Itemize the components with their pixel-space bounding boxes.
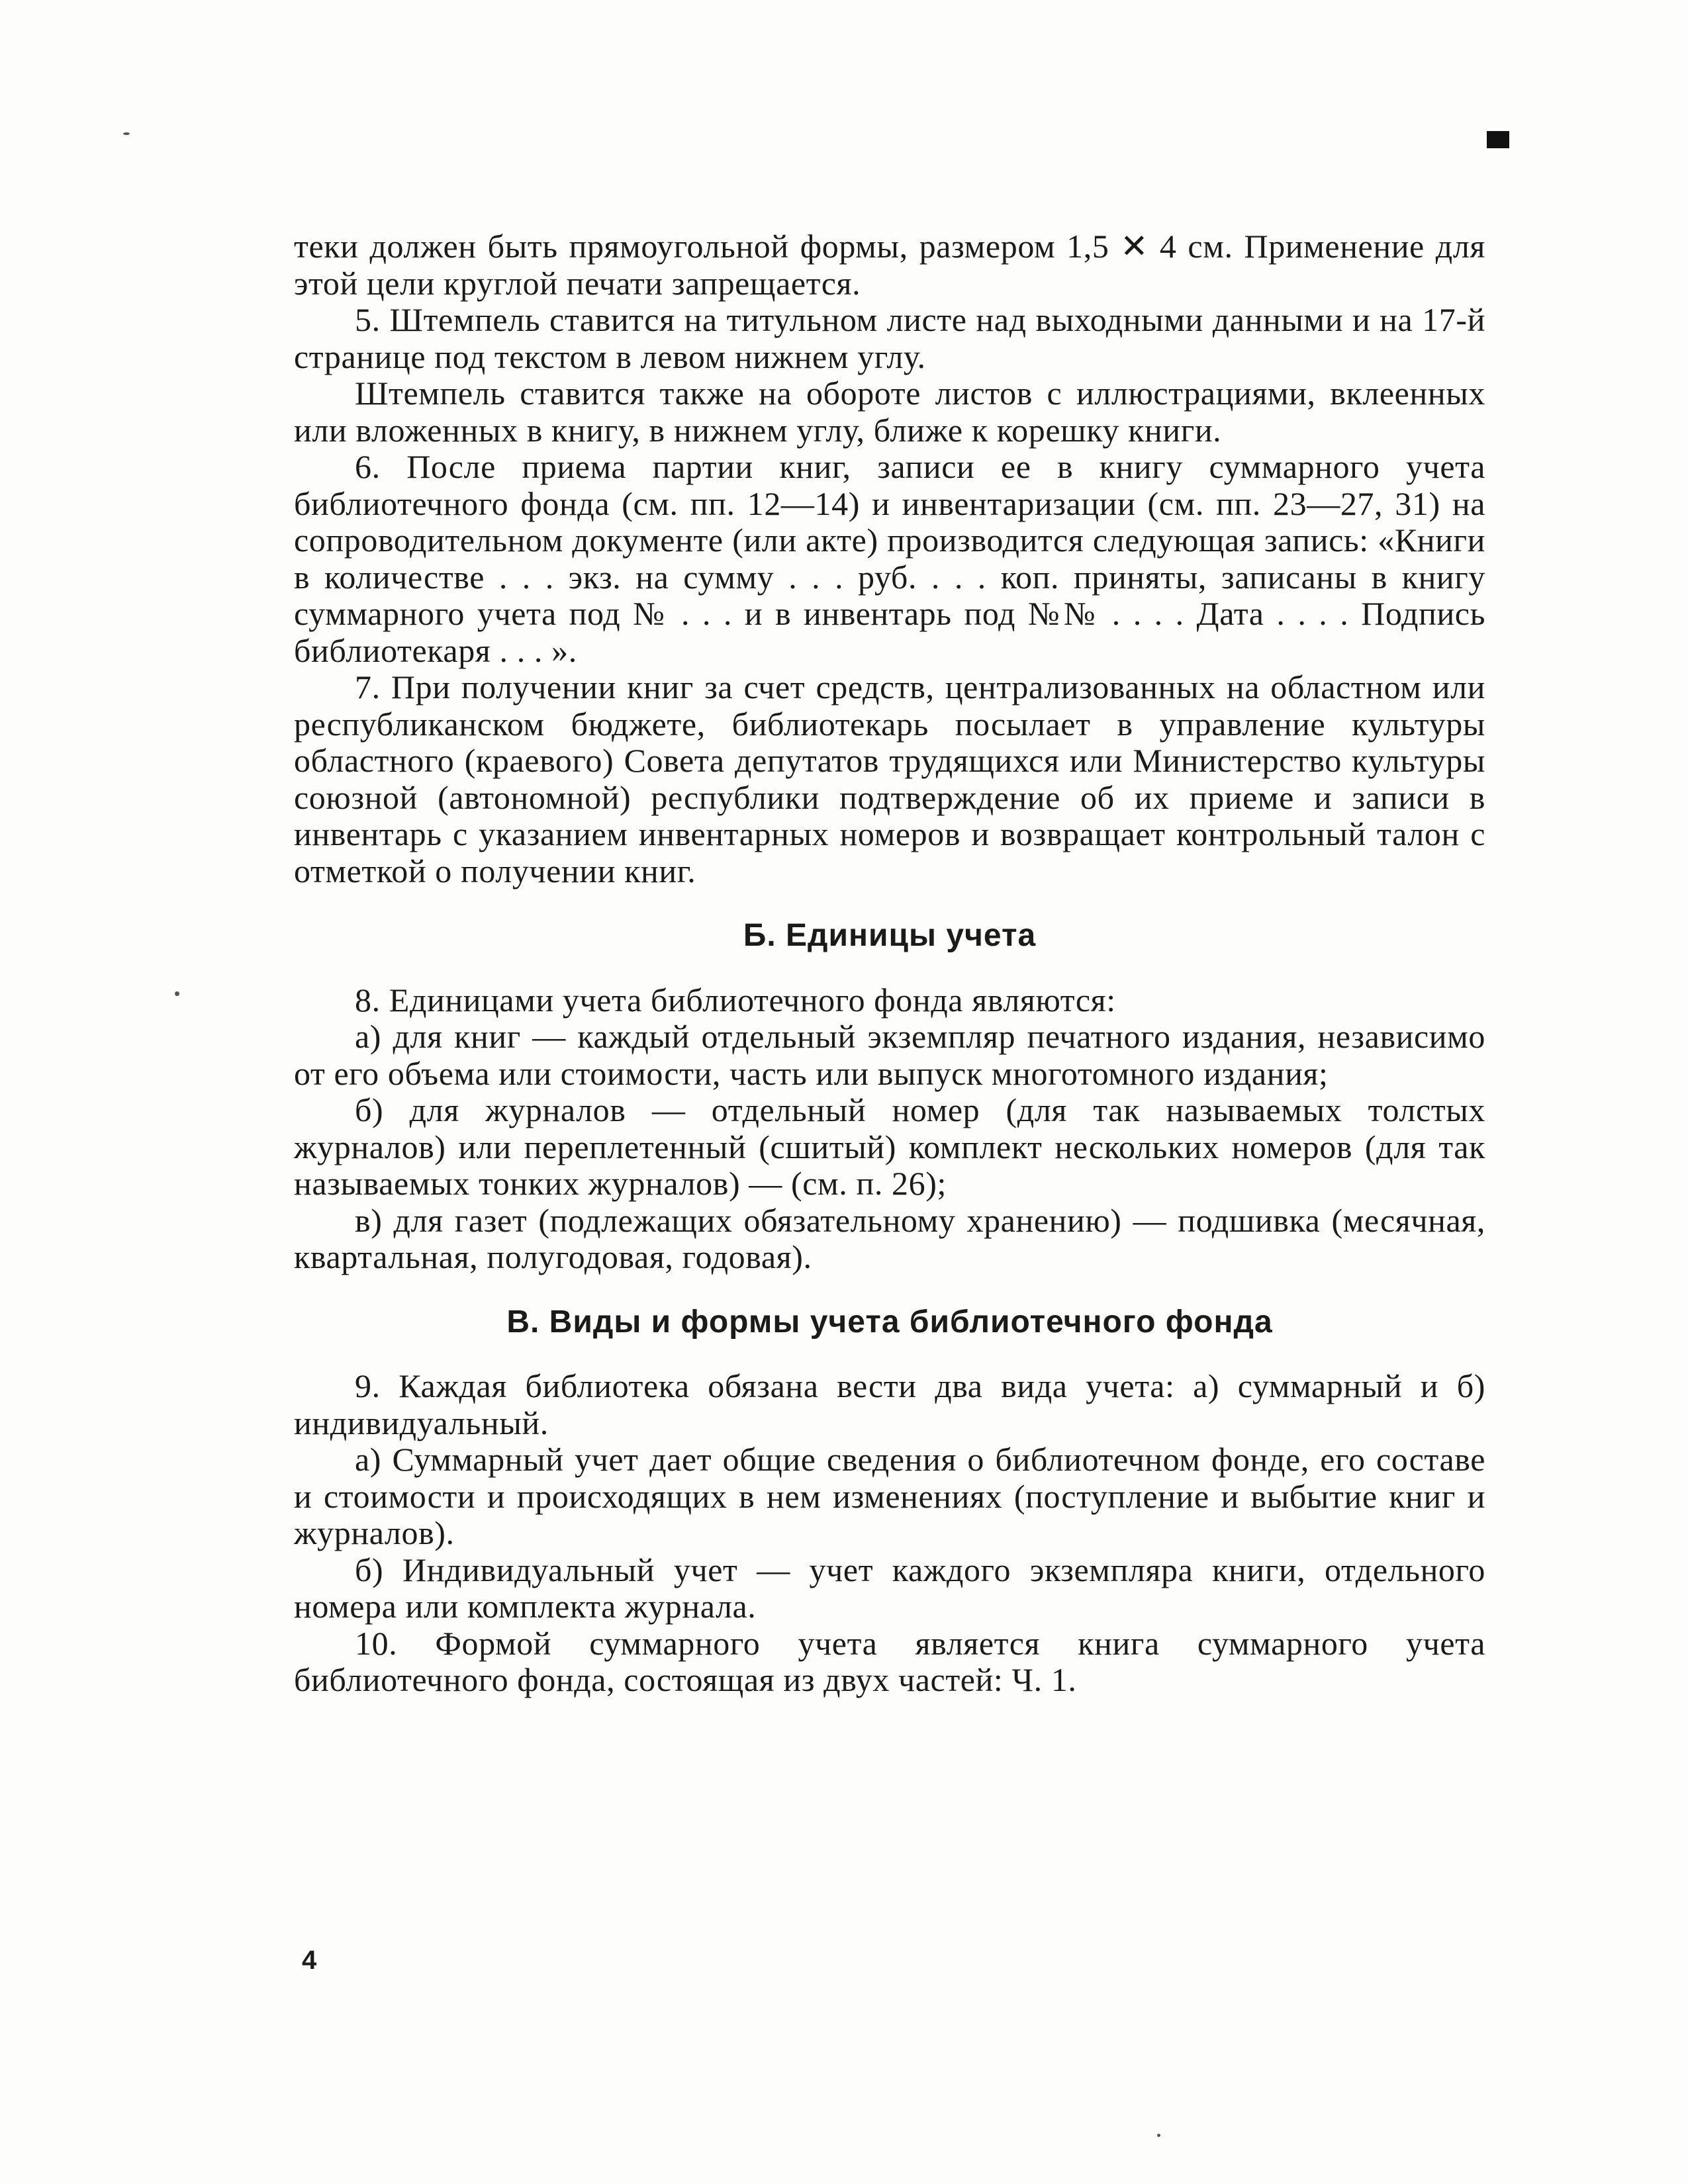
scan-speck <box>123 132 130 135</box>
paragraph-7: 7. При получении книг за счет средств, централизованных на областном или республиканском бюджете, библиотекарь посылает в управление культуры областного (краевого) Совета депутатов трудящихся или Министерство культуры союзной (автономной) республики подтверждение об их приеме и записи в инвентарь с указанием инвентарных номеров и возвращает контрольный талон с отметкой о получении книг. <box>294 668 1485 889</box>
scan-speck <box>175 991 179 996</box>
paragraph-8v: в) для газет (подлежащих обязательному хранению) — подшивка (месячная, квартальная, полугодовая, годовая). <box>294 1201 1485 1275</box>
paragraph-9: 9. Каждая библиотека обязана вести два вида учета: а) суммарный и б) индивидуальный. <box>294 1367 1485 1441</box>
paragraph-8: 8. Единицами учета библиотечного фонда являются: <box>355 981 1116 1019</box>
section-heading-b: Б. Единицы учета <box>743 918 1037 953</box>
page-number: 4 <box>302 1946 317 1975</box>
paragraph-9a: а) Суммарный учет дает общие сведения о библиотечном фонде, его составе и стоимости и происходящих в нем изменениях (поступление и выбытие книг и журналов). <box>294 1441 1485 1551</box>
paragraph-5: 5. Штемпель ставится на титульном листе над выходными данными и на 17-й странице под текстом в левом нижнем углу. <box>294 301 1485 375</box>
scan-speck <box>1157 2134 1160 2137</box>
paragraph-9b: б) Индивидуальный учет — учет каждого экземпляра книги, отдельного номера или комплекта журнала. <box>294 1551 1485 1625</box>
paragraph-8a: а) для книг — каждый отдельный экземпляр печатного издания, независимо от его объема или стоимости, часть или выпуск многотомного издания; <box>294 1018 1485 1092</box>
paragraph-continuation: теки должен быть прямоугольной формы, размером 1,5 ✕ 4 см. Применение для этой цели круглой печати запрещается. <box>294 228 1485 302</box>
paragraph-5-continued: Штемпель ставится также на обороте листов с иллюстрациями, вклеенных или вложенных в книгу, в нижнем углу, ближе к корешку книги. <box>294 375 1485 449</box>
body-text <box>294 228 1485 1699</box>
paragraph-10: 10. Формой суммарного учета является книга суммарного учета библиотечного фонда, состоящая из двух частей: Ч. 1. <box>294 1624 1485 1698</box>
section-heading-v: В. Виды и формы учета библиотечного фонда <box>506 1304 1273 1340</box>
corner-ink-mark <box>1487 131 1509 148</box>
paragraph-6: 6. После приема партии книг, записи ее в книгу суммарного учета библиотечного фонда (см. пп. 12—14) и инвентаризации (см. пп. 23—27, 31) на сопроводительном документе (или акте) производится следующая запись: «Книги в количестве . . . экз. на сумму . . . руб. . . . коп. приняты, записаны в книгу суммарного учета под № . . . и в инвентарь под №№ . . . . Дата . . . . Подпись библиотекаря . . . ». <box>294 448 1485 669</box>
paragraph-8b: б) для журналов — отдельный номер (для так называемых толстых журналов) или переплетенный (сшитый) комплект нескольких номеров (для так называемых тонких журналов) — (см. п. 26); <box>294 1091 1485 1202</box>
